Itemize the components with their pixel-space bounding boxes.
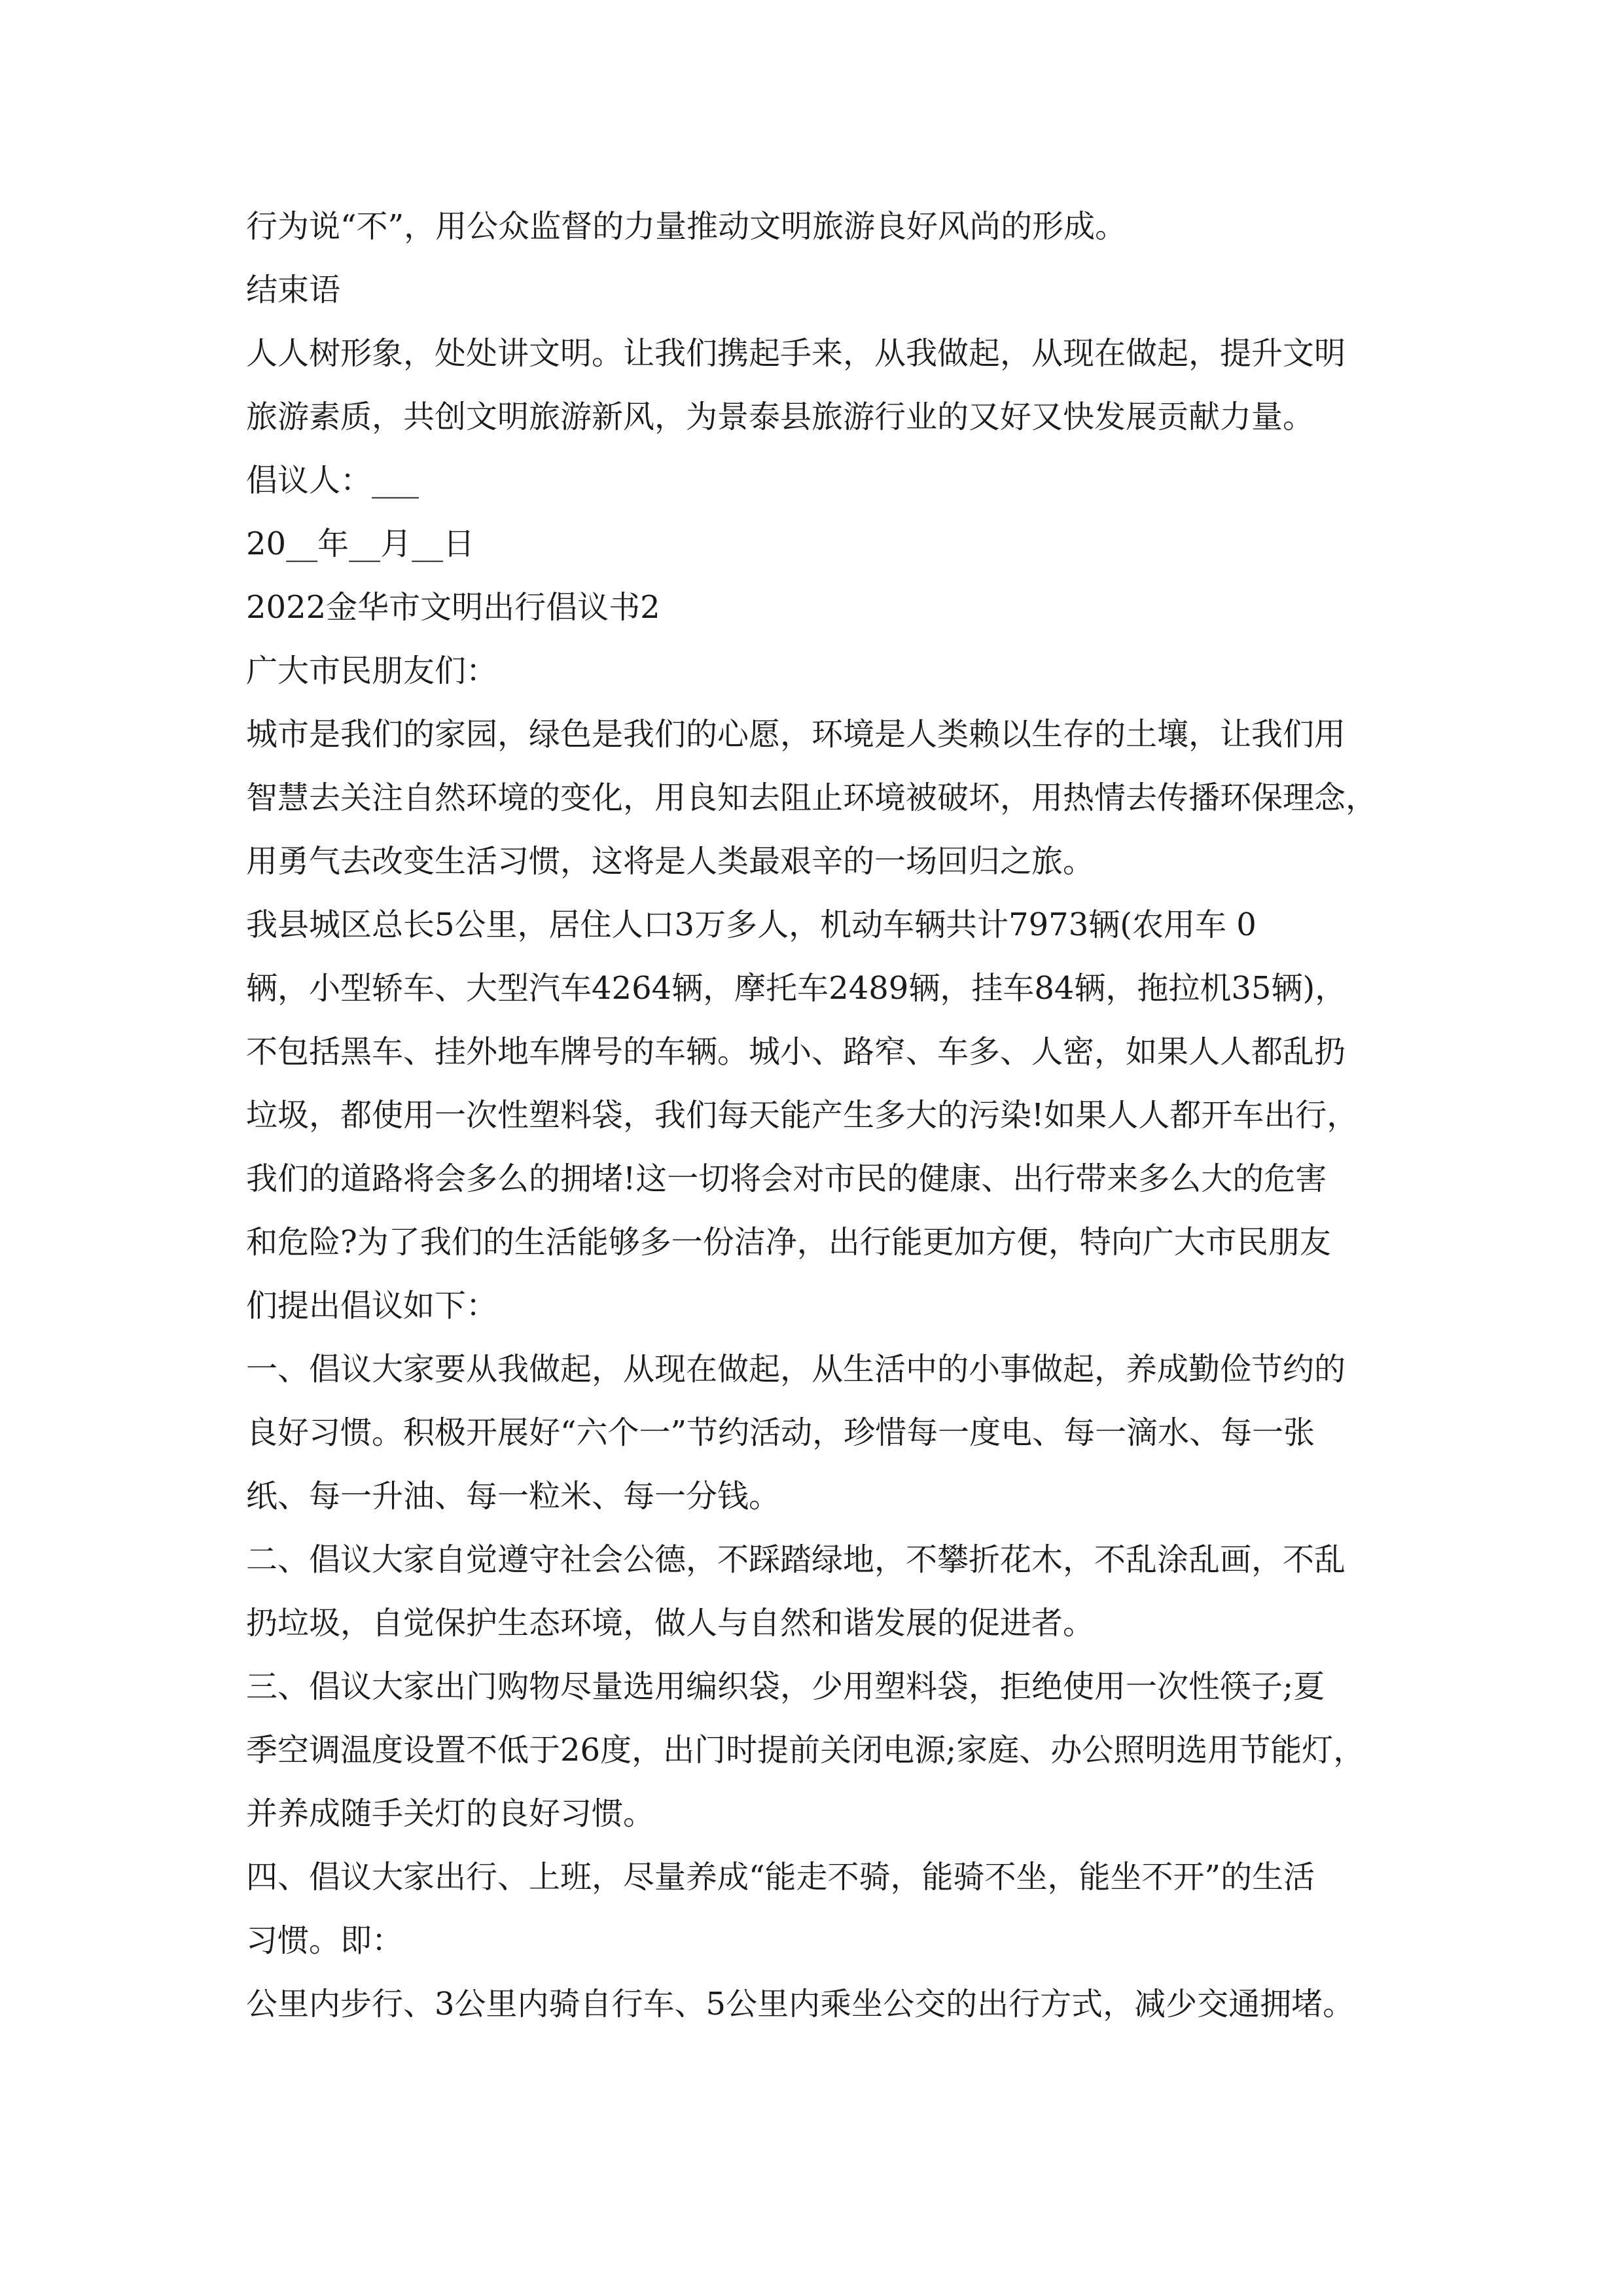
salutation: 广大市民朋友们： (246, 653, 498, 689)
text-line: 并养成随手关灯的良好习惯。 (246, 1795, 655, 1832)
text-line: 不包括黑车、挂外地车牌号的车辆。城小、路窄、车多、人密，如果人人都乱扔 (246, 1033, 1346, 1070)
text-line: 公里内步行、3公里内骑自行车、5公里内乘坐公交的出行方式，减少交通拥堵。 (246, 1986, 1355, 2022)
document-title: 2022金华市文明出行倡议书2 (246, 589, 660, 626)
text-line: 习惯。即： (246, 1922, 404, 1959)
signature-line: 倡议人：___ (246, 462, 419, 499)
text-line: 旅游素质，共创文明旅游新风，为景泰县旅游行业的又好又快发展贡献力量。 (246, 399, 1315, 435)
proposal-item-4: 四、倡议大家出行、上班，尽量养成“能走不骑，能骑不坐，能坐不开”的生活 (246, 1859, 1315, 1895)
date-line: 20__年__月__日 (246, 526, 475, 562)
text-line: 城市是我们的家园，绿色是我们的心愿，环境是人类赖以生存的土壤，让我们用 (246, 716, 1346, 753)
section-heading: 结束语 (246, 272, 341, 308)
text-line: 辆，小型轿车、大型汽车4264辆，摩托车2489辆，挂车84辆，拖拉机35辆)， (246, 970, 1347, 1007)
text-line: 行为说“不”，用公众监督的力量推动文明旅游良好风尚的形成。 (246, 208, 1127, 245)
proposal-item-1: 一、倡议大家要从我做起，从现在做起，从生活中的小事做起，养成勤俭节约的 (246, 1351, 1346, 1388)
text-line: 垃圾，都使用一次性塑料袋，我们每天能产生多大的污染!如果人人都开车出行， (246, 1097, 1359, 1134)
text-line: 们提出倡议如下： (246, 1287, 498, 1324)
text-line: 人人树形象，处处讲文明。让我们携起手来，从我做起，从现在做起，提升文明 (246, 335, 1346, 372)
text-line: 纸、每一升油、每一粒米、每一分钱。 (246, 1478, 781, 1515)
text-line: 良好习惯。积极开展好“六个一”节约活动，珍惜每一度电、每一滴水、每一张 (246, 1414, 1315, 1451)
text-line: 季空调温度设置不低于26度，出门时提前关闭电源;家庭、办公照明选用节能灯， (246, 1732, 1365, 1768)
text-line: 智慧去关注自然环境的变化，用良知去阻止环境被破坏，用热情去传播环保理念， (246, 780, 1378, 816)
proposal-item-3: 三、倡议大家出门购物尽量选用编织袋，少用塑料袋，拒绝使用一次性筷子;夏 (246, 1668, 1325, 1705)
text-line: 和危险?为了我们的生活能够多一份洁净，出行能更加方便，特向广大市民朋友 (246, 1224, 1331, 1261)
text-line: 用勇气去改变生活习惯，这将是人类最艰辛的一场回归之旅。 (246, 843, 1095, 880)
text-line: 扔垃圾，自觉保护生态环境，做人与自然和谐发展的促进者。 (246, 1605, 1095, 1641)
proposal-item-2: 二、倡议大家自觉遵守社会公德，不踩踏绿地，不攀折花木，不乱涂乱画，不乱 (246, 1541, 1346, 1578)
text-line: 我县城区总长5公里，居住人口3万多人，机动车辆共计7973辆(农用车 0 (246, 906, 1257, 943)
document-body (246, 195, 1385, 2036)
text-line: 我们的道路将会多么的拥堵!这一切将会对市民的健康、出行带来多么大的危害 (246, 1160, 1327, 1197)
